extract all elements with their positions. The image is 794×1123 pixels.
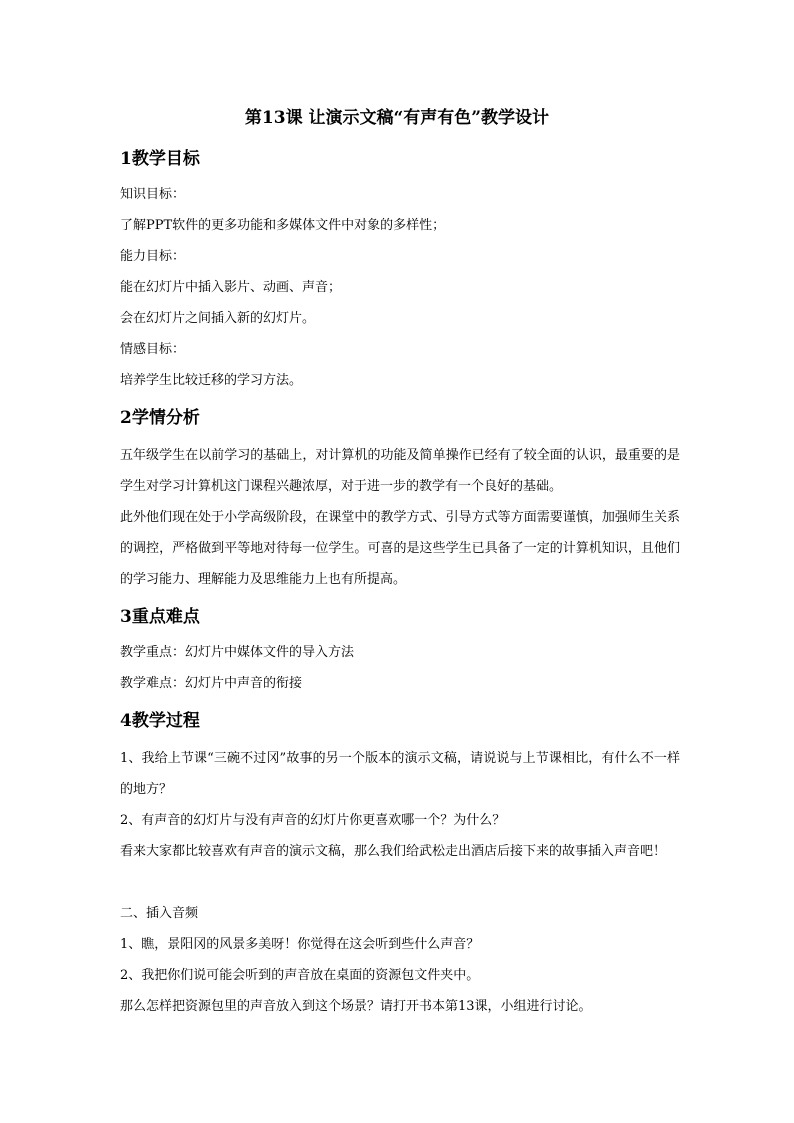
- analysis-paragraph: 此外他们现在处于小学高级阶段，在课堂中的教学方式、引导方式等方面需要谨慎，加强师生关系的调控，严格做到平等地对待每一位学生。可喜的是这些学生已具备了一定的计算机知识，且他们的学习能力、理解能力及思维能力上也有所提高。: [120, 510, 680, 587]
- section-heading-key-points: 3重点难点: [120, 607, 200, 627]
- document-title: 第13课 让演示文稿“有声有色”教学设计: [244, 108, 550, 128]
- process-paragraph: 2、有声音的幻灯片与没有声音的幻灯片你更喜欢哪一个？为什么？: [120, 813, 506, 828]
- process-paragraph: 那么怎样把资源包里的声音放入到这个场景？请打开书本第13课，小组进行讨论。: [120, 999, 592, 1014]
- objective-line: 会在幻灯片之间插入新的幻灯片。: [120, 311, 316, 326]
- objective-line: 能在幻灯片中插入影片、动画、声音；: [120, 280, 342, 295]
- process-paragraph: 看来大家都比较喜欢有声音的演示文稿，那么我们给武松走出酒店后接下来的故事插入声音吧！: [120, 844, 667, 859]
- section-heading-process: 4教学过程: [120, 711, 200, 731]
- process-paragraph: 二、插入音频: [120, 906, 199, 921]
- section-heading-analysis: 2学情分析: [120, 408, 200, 428]
- objective-line: 能力目标：: [120, 249, 186, 264]
- objective-line: 情感目标：: [120, 342, 186, 357]
- section-heading-objectives: 1教学目标: [120, 149, 200, 169]
- key-point-line: 教学难点：幻灯片中声音的衔接: [120, 676, 303, 691]
- objective-line: 知识目标：: [120, 187, 186, 202]
- process-paragraph: 1、我给上节课“三碗不过冈”故事的另一个版本的演示文稿，请说说与上节课相比，有什么不一样的地方？: [120, 751, 680, 797]
- key-point-line: 教学重点：幻灯片中媒体文件的导入方法: [120, 645, 355, 660]
- objective-line: 了解PPT软件的更多功能和多媒体文件中对象的多样性；: [120, 218, 446, 233]
- objective-line: 培养学生比较迁移的学习方法。: [120, 373, 303, 388]
- process-paragraph: 1、瞧，景阳冈的风景多美呀！你觉得在这会听到些什么声音？: [120, 937, 480, 952]
- analysis-paragraph: 五年级学生在以前学习的基础上，对计算机的功能及简单操作已经有了较全面的认识，最重要的是学生对学习计算机这门课程兴趣浓厚，对于进一步的教学有一个良好的基础。: [120, 448, 680, 494]
- process-paragraph: 2、我把你们说可能会听到的声音放在桌面的资源包文件夹中。: [120, 968, 480, 983]
